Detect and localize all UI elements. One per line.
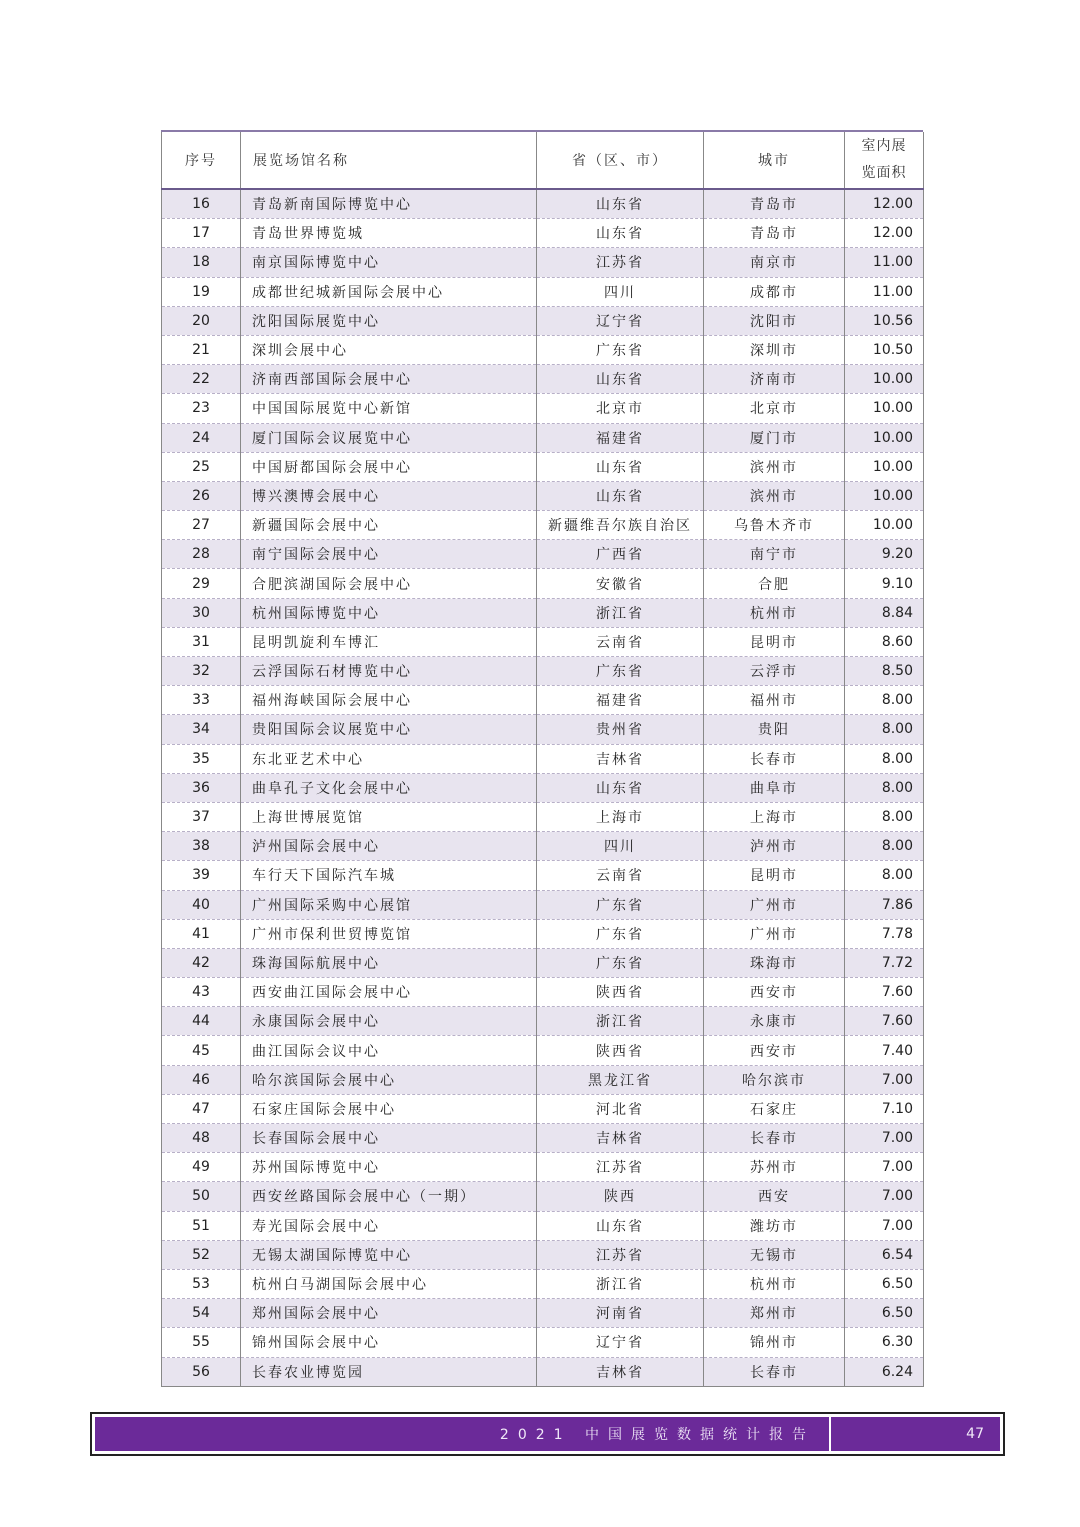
cell-indoor-area: 7.10 — [845, 1094, 924, 1123]
cell-indoor-area: 8.00 — [845, 802, 924, 831]
cell-city: 滨州市 — [704, 452, 845, 481]
cell-no: 20 — [162, 306, 241, 335]
table-header-row — [162, 132, 924, 189]
cell-no: 35 — [162, 744, 241, 773]
cell-no: 23 — [162, 394, 241, 423]
cell-no: 25 — [162, 452, 241, 481]
cell-province: 云南省 — [537, 627, 704, 656]
cell-province: 江苏省 — [537, 1240, 704, 1269]
cell-indoor-area: 8.60 — [845, 627, 924, 656]
cell-province: 广东省 — [537, 657, 704, 686]
table-body — [162, 189, 924, 1386]
table-row — [162, 773, 924, 802]
cell-province: 安徽省 — [537, 569, 704, 598]
cell-province: 河南省 — [537, 1299, 704, 1328]
cell-no: 49 — [162, 1153, 241, 1182]
cell-no: 24 — [162, 423, 241, 452]
cell-no: 46 — [162, 1065, 241, 1094]
cell-venue-name: 杭州国际博览中心 — [241, 598, 537, 627]
cell-indoor-area: 10.00 — [845, 365, 924, 394]
table-row — [162, 861, 924, 890]
cell-no: 29 — [162, 569, 241, 598]
cell-city: 福州市 — [704, 686, 845, 715]
cell-venue-name: 永康国际会展中心 — [241, 1007, 537, 1036]
cell-no: 45 — [162, 1036, 241, 1065]
table-row — [162, 248, 924, 277]
table-row — [162, 832, 924, 861]
table-row — [162, 1269, 924, 1298]
cell-venue-name: 无锡太湖国际博览中心 — [241, 1240, 537, 1269]
cell-venue-name: 广州国际采购中心展馆 — [241, 890, 537, 919]
cell-venue-name: 福州海峡国际会展中心 — [241, 686, 537, 715]
cell-venue-name: 长春国际会展中心 — [241, 1124, 537, 1153]
cell-no: 53 — [162, 1269, 241, 1298]
cell-no: 21 — [162, 335, 241, 364]
cell-province: 吉林省 — [537, 1124, 704, 1153]
cell-venue-name: 厦门国际会议展览中心 — [241, 423, 537, 452]
cell-indoor-area: 8.84 — [845, 598, 924, 627]
table-row — [162, 919, 924, 948]
cell-venue-name: 西安丝路国际会展中心（一期） — [241, 1182, 537, 1211]
cell-city: 广州市 — [704, 890, 845, 919]
cell-province: 黑龙江省 — [537, 1065, 704, 1094]
table-row — [162, 686, 924, 715]
cell-city: 上海市 — [704, 802, 845, 831]
cell-indoor-area: 6.24 — [845, 1357, 924, 1386]
cell-province: 陕西省 — [537, 1036, 704, 1065]
table-row — [162, 540, 924, 569]
table-row — [162, 423, 924, 452]
cell-no: 36 — [162, 773, 241, 802]
cell-venue-name: 新疆国际会展中心 — [241, 511, 537, 540]
cell-province: 浙江省 — [537, 1007, 704, 1036]
cell-no: 17 — [162, 219, 241, 248]
cell-indoor-area: 7.00 — [845, 1065, 924, 1094]
cell-province: 江苏省 — [537, 248, 704, 277]
header-province: 省（区、市） — [537, 132, 704, 189]
table-row — [162, 715, 924, 744]
table-row — [162, 1328, 924, 1357]
cell-venue-name: 车行天下国际汽车城 — [241, 861, 537, 890]
cell-province: 广西省 — [537, 540, 704, 569]
cell-indoor-area: 11.00 — [845, 248, 924, 277]
cell-venue-name: 青岛世界博览城 — [241, 219, 537, 248]
page-number: 47 — [966, 1426, 984, 1442]
table-row — [162, 1036, 924, 1065]
cell-no: 31 — [162, 627, 241, 656]
cell-venue-name: 济南西部国际会展中心 — [241, 365, 537, 394]
cell-no: 33 — [162, 686, 241, 715]
cell-indoor-area: 6.54 — [845, 1240, 924, 1269]
cell-indoor-area: 7.40 — [845, 1036, 924, 1065]
table-row — [162, 1007, 924, 1036]
cell-indoor-area: 10.00 — [845, 481, 924, 510]
cell-city: 厦门市 — [704, 423, 845, 452]
cell-venue-name: 云浮国际石材博览中心 — [241, 657, 537, 686]
cell-city: 潍坊市 — [704, 1211, 845, 1240]
table-row — [162, 365, 924, 394]
cell-province: 广东省 — [537, 335, 704, 364]
cell-province: 福建省 — [537, 686, 704, 715]
cell-province: 新疆维吾尔族自治区 — [537, 511, 704, 540]
cell-city: 沈阳市 — [704, 306, 845, 335]
cell-venue-name: 南京国际博览中心 — [241, 248, 537, 277]
venue-table-container — [161, 130, 923, 1387]
cell-no: 56 — [162, 1357, 241, 1386]
cell-city: 长春市 — [704, 1124, 845, 1153]
cell-city: 曲阜市 — [704, 773, 845, 802]
cell-venue-name: 中国国际展览中心新馆 — [241, 394, 537, 423]
cell-venue-name: 贵阳国际会议展览中心 — [241, 715, 537, 744]
cell-city: 杭州市 — [704, 1269, 845, 1298]
cell-no: 44 — [162, 1007, 241, 1036]
cell-no: 48 — [162, 1124, 241, 1153]
header-no: 序号 — [162, 132, 241, 189]
cell-province: 广东省 — [537, 890, 704, 919]
cell-venue-name: 寿光国际会展中心 — [241, 1211, 537, 1240]
cell-indoor-area: 10.00 — [845, 452, 924, 481]
cell-city: 南宁市 — [704, 540, 845, 569]
cell-city: 昆明市 — [704, 861, 845, 890]
cell-city: 北京市 — [704, 394, 845, 423]
cell-province: 北京市 — [537, 394, 704, 423]
cell-indoor-area: 12.00 — [845, 219, 924, 248]
cell-no: 19 — [162, 277, 241, 306]
cell-indoor-area: 6.50 — [845, 1269, 924, 1298]
cell-province: 山东省 — [537, 219, 704, 248]
cell-no: 42 — [162, 948, 241, 977]
venue-table — [161, 132, 924, 1387]
cell-venue-name: 博兴澳博会展中心 — [241, 481, 537, 510]
cell-venue-name: 青岛新南国际博览中心 — [241, 189, 537, 219]
cell-indoor-area: 7.78 — [845, 919, 924, 948]
cell-indoor-area: 7.60 — [845, 978, 924, 1007]
cell-no: 40 — [162, 890, 241, 919]
cell-indoor-area: 7.60 — [845, 1007, 924, 1036]
cell-province: 广东省 — [537, 948, 704, 977]
table-row — [162, 481, 924, 510]
footer-bar — [95, 1417, 1000, 1451]
table-row — [162, 306, 924, 335]
cell-venue-name: 哈尔滨国际会展中心 — [241, 1065, 537, 1094]
cell-no: 38 — [162, 832, 241, 861]
cell-no: 50 — [162, 1182, 241, 1211]
cell-venue-name: 石家庄国际会展中心 — [241, 1094, 537, 1123]
cell-province: 贵州省 — [537, 715, 704, 744]
cell-indoor-area: 10.00 — [845, 394, 924, 423]
header-city: 城市 — [704, 132, 845, 189]
cell-province: 福建省 — [537, 423, 704, 452]
cell-province: 浙江省 — [537, 1269, 704, 1298]
table-row — [162, 452, 924, 481]
cell-indoor-area: 12.00 — [845, 189, 924, 219]
cell-province: 陕西省 — [537, 978, 704, 1007]
cell-province: 江苏省 — [537, 1153, 704, 1182]
table-row — [162, 1211, 924, 1240]
cell-indoor-area: 10.00 — [845, 511, 924, 540]
cell-city: 长春市 — [704, 1357, 845, 1386]
cell-indoor-area: 8.00 — [845, 744, 924, 773]
cell-venue-name: 长春农业博览园 — [241, 1357, 537, 1386]
table-row — [162, 802, 924, 831]
cell-indoor-area: 8.50 — [845, 657, 924, 686]
cell-venue-name: 郑州国际会展中心 — [241, 1299, 537, 1328]
cell-indoor-area: 9.10 — [845, 569, 924, 598]
cell-venue-name: 昆明凯旋利车博汇 — [241, 627, 537, 656]
table-row — [162, 1094, 924, 1123]
cell-no: 47 — [162, 1094, 241, 1123]
page-footer — [90, 1412, 1005, 1456]
table-row — [162, 335, 924, 364]
cell-no: 43 — [162, 978, 241, 1007]
cell-city: 济南市 — [704, 365, 845, 394]
cell-indoor-area: 7.00 — [845, 1124, 924, 1153]
cell-no: 52 — [162, 1240, 241, 1269]
cell-venue-name: 沈阳国际展览中心 — [241, 306, 537, 335]
table-row — [162, 890, 924, 919]
cell-province: 陕西 — [537, 1182, 704, 1211]
table-row — [162, 189, 924, 219]
cell-venue-name: 锦州国际会展中心 — [241, 1328, 537, 1357]
cell-city: 永康市 — [704, 1007, 845, 1036]
cell-no: 55 — [162, 1328, 241, 1357]
table-row — [162, 277, 924, 306]
cell-city: 乌鲁木齐市 — [704, 511, 845, 540]
cell-city: 锦州市 — [704, 1328, 845, 1357]
cell-no: 51 — [162, 1211, 241, 1240]
table-row — [162, 978, 924, 1007]
cell-indoor-area: 8.00 — [845, 832, 924, 861]
table-row — [162, 1124, 924, 1153]
cell-indoor-area: 7.00 — [845, 1211, 924, 1240]
header-venue-name: 展览场馆名称 — [241, 132, 537, 189]
cell-no: 37 — [162, 802, 241, 831]
cell-city: 杭州市 — [704, 598, 845, 627]
cell-indoor-area: 10.00 — [845, 423, 924, 452]
table-row — [162, 219, 924, 248]
cell-venue-name: 上海世博展览馆 — [241, 802, 537, 831]
cell-province: 广东省 — [537, 919, 704, 948]
header-indoor-area — [845, 132, 924, 189]
cell-indoor-area: 7.00 — [845, 1182, 924, 1211]
cell-city: 南京市 — [704, 248, 845, 277]
table-row — [162, 1065, 924, 1094]
cell-venue-name: 苏州国际博览中心 — [241, 1153, 537, 1182]
cell-province: 山东省 — [537, 189, 704, 219]
cell-venue-name: 合肥滨湖国际会展中心 — [241, 569, 537, 598]
cell-venue-name: 东北亚艺术中心 — [241, 744, 537, 773]
cell-city: 珠海市 — [704, 948, 845, 977]
cell-province: 吉林省 — [537, 744, 704, 773]
cell-venue-name: 泸州国际会展中心 — [241, 832, 537, 861]
cell-indoor-area: 6.30 — [845, 1328, 924, 1357]
cell-indoor-area: 6.50 — [845, 1299, 924, 1328]
table-row — [162, 1240, 924, 1269]
cell-indoor-area: 8.00 — [845, 686, 924, 715]
cell-city: 深圳市 — [704, 335, 845, 364]
table-row — [162, 627, 924, 656]
cell-indoor-area: 9.20 — [845, 540, 924, 569]
cell-province: 四川 — [537, 832, 704, 861]
table-row — [162, 598, 924, 627]
cell-province: 河北省 — [537, 1094, 704, 1123]
table-row — [162, 1299, 924, 1328]
cell-venue-name: 中国厨都国际会展中心 — [241, 452, 537, 481]
cell-province: 云南省 — [537, 861, 704, 890]
cell-city: 广州市 — [704, 919, 845, 948]
cell-city: 成都市 — [704, 277, 845, 306]
cell-city: 云浮市 — [704, 657, 845, 686]
cell-indoor-area: 7.86 — [845, 890, 924, 919]
cell-no: 41 — [162, 919, 241, 948]
cell-venue-name: 西安曲江国际会展中心 — [241, 978, 537, 1007]
cell-no: 34 — [162, 715, 241, 744]
cell-indoor-area: 10.56 — [845, 306, 924, 335]
cell-city: 昆明市 — [704, 627, 845, 656]
cell-city: 西安市 — [704, 978, 845, 1007]
cell-no: 16 — [162, 189, 241, 219]
cell-province: 辽宁省 — [537, 1328, 704, 1357]
cell-venue-name: 曲江国际会议中心 — [241, 1036, 537, 1065]
cell-city: 西安 — [704, 1182, 845, 1211]
cell-indoor-area: 7.00 — [845, 1153, 924, 1182]
cell-province: 四川 — [537, 277, 704, 306]
cell-indoor-area: 8.00 — [845, 861, 924, 890]
table-row — [162, 948, 924, 977]
header-area-line1: 室内展 — [861, 138, 907, 154]
cell-no: 54 — [162, 1299, 241, 1328]
cell-city: 石家庄 — [704, 1094, 845, 1123]
cell-no: 39 — [162, 861, 241, 890]
cell-city: 西安市 — [704, 1036, 845, 1065]
table-row — [162, 394, 924, 423]
cell-province: 辽宁省 — [537, 306, 704, 335]
cell-no: 32 — [162, 657, 241, 686]
cell-city: 贵阳 — [704, 715, 845, 744]
cell-city: 青岛市 — [704, 219, 845, 248]
cell-city: 郑州市 — [704, 1299, 845, 1328]
cell-province: 浙江省 — [537, 598, 704, 627]
cell-indoor-area: 8.00 — [845, 715, 924, 744]
cell-province: 吉林省 — [537, 1357, 704, 1386]
cell-no: 26 — [162, 481, 241, 510]
table-row — [162, 569, 924, 598]
cell-venue-name: 成都世纪城新国际会展中心 — [241, 277, 537, 306]
cell-city: 青岛市 — [704, 189, 845, 219]
table-row — [162, 657, 924, 686]
cell-city: 哈尔滨市 — [704, 1065, 845, 1094]
cell-no: 27 — [162, 511, 241, 540]
cell-city: 泸州市 — [704, 832, 845, 861]
cell-province: 山东省 — [537, 365, 704, 394]
header-area-line2: 览面积 — [861, 165, 907, 181]
cell-indoor-area: 8.00 — [845, 773, 924, 802]
cell-indoor-area: 11.00 — [845, 277, 924, 306]
footer-report-title: 2021 中国展览数据统计报告 — [95, 1417, 831, 1451]
cell-province: 山东省 — [537, 452, 704, 481]
cell-city: 苏州市 — [704, 1153, 845, 1182]
cell-venue-name: 广州市保利世贸博览馆 — [241, 919, 537, 948]
cell-venue-name: 曲阜孔子文化会展中心 — [241, 773, 537, 802]
cell-no: 22 — [162, 365, 241, 394]
cell-indoor-area: 10.50 — [845, 335, 924, 364]
cell-no: 28 — [162, 540, 241, 569]
cell-province: 上海市 — [537, 802, 704, 831]
cell-venue-name: 深圳会展中心 — [241, 335, 537, 364]
cell-province: 山东省 — [537, 481, 704, 510]
table-row — [162, 1357, 924, 1386]
table-row — [162, 744, 924, 773]
cell-city: 无锡市 — [704, 1240, 845, 1269]
cell-no: 30 — [162, 598, 241, 627]
cell-no: 18 — [162, 248, 241, 277]
cell-venue-name: 珠海国际航展中心 — [241, 948, 537, 977]
cell-city: 滨州市 — [704, 481, 845, 510]
table-row — [162, 511, 924, 540]
table-row — [162, 1153, 924, 1182]
cell-province: 山东省 — [537, 773, 704, 802]
cell-venue-name: 南宁国际会展中心 — [241, 540, 537, 569]
cell-venue-name: 杭州白马湖国际会展中心 — [241, 1269, 537, 1298]
cell-province: 山东省 — [537, 1211, 704, 1240]
table-row — [162, 1182, 924, 1211]
cell-city: 合肥 — [704, 569, 845, 598]
cell-indoor-area: 7.72 — [845, 948, 924, 977]
cell-city: 长春市 — [704, 744, 845, 773]
